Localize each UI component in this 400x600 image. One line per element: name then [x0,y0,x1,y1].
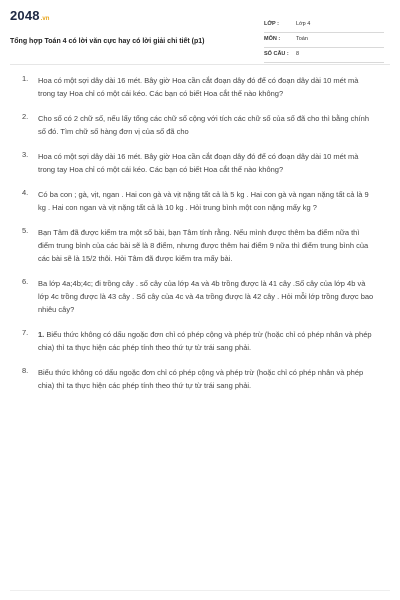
footer-divider [10,590,390,591]
question-number: 2. [22,112,29,121]
question-text: Hoa có một sợi dây dài 16 mét. Bây giờ Hoa cần cắt đoạn dây đó để có đoạn dây dài 10 mét mà trong tay Hoa chỉ có một cái kéo. Các bạn có biết Hoa cắt thế nào không? [38,76,359,98]
question-text: Ba lớp 4a;4b;4c; đi trồng cây . số cây của lớp 4a và 4b trồng được là 41 cây .Số cây của lớp 4b và lớp 4c trồng được là 43 cây . Số cây của 4c và 4a trồng được là 42 cây . Hỏi mỗi lớp trồng được bao nhiêu cây? [38,279,374,314]
question-number: 4. [22,188,29,197]
meta-value: 8 [296,51,300,57]
question-item [10,112,390,138]
meta-label: LỚP : [264,21,279,27]
meta-label: MÔN : [264,36,281,42]
question-number: 7. [22,328,29,337]
meta-table [264,18,384,63]
question-number: 8. [22,366,29,375]
meta-row-class [264,18,384,33]
question-number: 5. [22,226,29,235]
question-item [10,328,390,354]
question-text: Biểu thức không có dấu ngoặc đơn chỉ có phép cộng và phép trừ (hoặc chỉ có phép nhân và phép chia) thì ta thực hiện các phép tính theo thứ tự từ trái sang phải. [38,368,364,390]
question-item [10,74,390,100]
brand-suffix: .vn [40,16,50,22]
question-item [10,366,390,392]
meta-row-subject [264,33,384,48]
header-divider [10,64,390,65]
question-number: 1. [22,74,29,83]
document-title: Tổng hợp Toán 4 có lời văn cực hay có lời giải chi tiết (p1) [10,38,205,45]
meta-label: SỐ CÂU : [264,51,289,57]
question-text: Có ba con ; gà, vịt, ngan . Hai con gà và vịt nặng tất cả là 5 kg . Hai con gà và ngan nặng tất cả là 9 kg . Hai con ngan và vịt nặng tất cả là 10 kg . Hỏi trung bình một con nặng mấy kg ? [38,190,369,212]
question-item [10,150,390,176]
question-body: Biểu thức không có dấu ngoặc đơn chỉ có phép cộng và phép trừ (hoặc chỉ có phép nhân và phép chia) thì ta thực hiện các phép tính theo thứ tự từ trái sang phải. [38,330,372,352]
question-number: 3. [22,150,29,159]
question-lead: 1. [38,330,45,339]
question-item [10,226,390,265]
question-text: Bạn Tâm đã được kiểm tra một số bài, bạn Tâm tính rằng. Nếu mình được thêm ba điểm nữa thì điểm trung bình của các bài sẽ là 8 điểm, nhưng được thêm hai điểm 9 nữa thì điểm trung bình của các bài sẽ là 15/2 thôi. Hỏi Tâm đã được kiểm tra mấy bài. [38,228,369,263]
question-text: Cho số có 2 chữ số, nếu lấy tổng các chữ số cộng với tích các chữ số của số đã cho thì bằng chính số đó. Tìm chữ số hàng đơn vị của số đã cho [38,114,369,136]
question-text: Hoa có một sợi dây dài 16 mét. Bây giờ Hoa cần cắt đoạn dây đó để có đoạn dây dài 10 mét mà trong tay Hoa chỉ có một cái kéo. Các bạn có biết Hoa cắt thế nào không? [38,152,359,174]
meta-row-question-count [264,48,384,63]
meta-value: Lớp 4 [296,21,311,27]
question-item [10,188,390,214]
meta-value: Toán [296,36,308,42]
question-list [10,74,390,404]
brand-logo[interactable] [10,8,49,24]
question-text [38,328,376,354]
question-number: 6. [22,277,29,286]
brand-name: 2048 [10,8,40,23]
page-header [10,8,390,64]
question-item [10,277,390,316]
